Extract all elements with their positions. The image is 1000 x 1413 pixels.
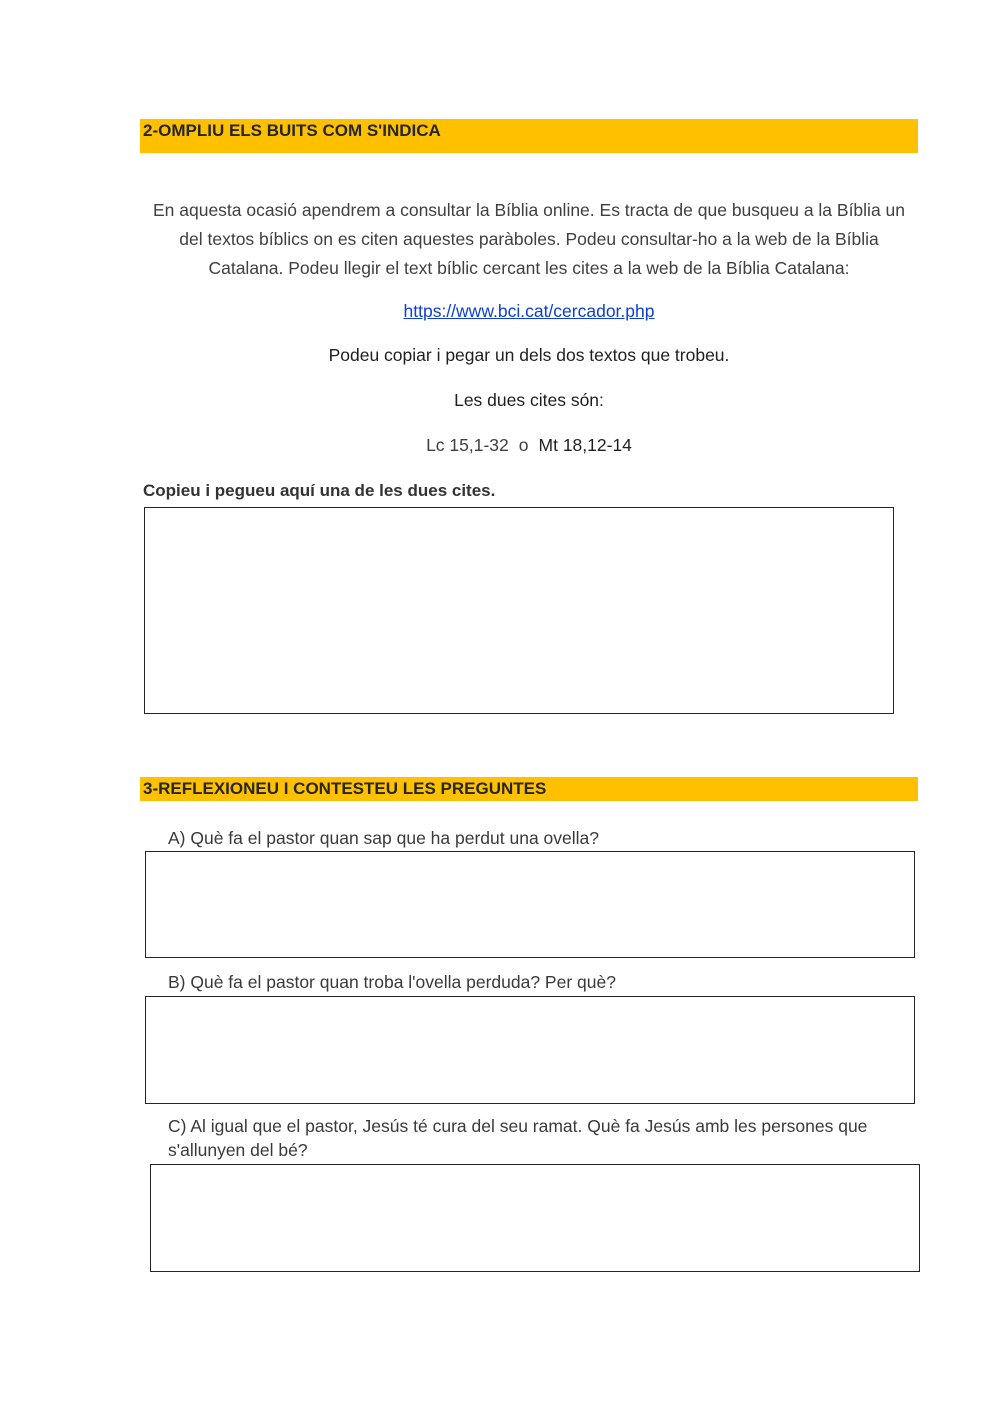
answer-box-b[interactable] <box>145 996 915 1104</box>
cite-matthew: Mt 18,12-14 <box>538 435 632 455</box>
bible-search-link[interactable]: https://www.bci.cat/cercador.php <box>403 301 655 321</box>
question-c: C) Al igual que el pastor, Jesús té cura del seu ramat. Què fa Jesús amb les persones que s'allunyen del bé? <box>168 1116 868 1160</box>
question-b: B) Què fa el pastor quan troba l'ovella perduda? Per què? <box>168 972 616 992</box>
cite-separator: o <box>518 435 529 455</box>
section-2-heading: 2-OMPLIU ELS BUITS COM S'INDICA <box>140 119 918 153</box>
cite-answer-box[interactable] <box>144 507 894 714</box>
paste-instruction: Copieu i pegueu aquí una de les dues cites. <box>143 481 496 500</box>
cites-label: Les dues cites són: <box>454 390 604 410</box>
cites-line <box>140 433 918 457</box>
answer-box-c[interactable] <box>150 1164 920 1272</box>
link-line <box>140 299 918 323</box>
section-3-heading: 3-REFLEXIONEU I CONTESTEU LES PREGUNTES <box>140 777 918 801</box>
answer-box-a[interactable] <box>145 851 915 958</box>
intro-paragraph: En aquesta ocasió apendrem a consultar la Bíblia online. Es tracta de que busqueu a la Bíblia un del textos bíblics on es citen aquestes paràboles. Podeu consultar-ho a la web de la Bíblia Catalana. Podeu llegir el text bíblic cercant les cites a la web de la Bíblia Catalana: <box>152 200 906 278</box>
copy-instruction: Podeu copiar i pegar un dels dos textos que trobeu. <box>328 345 730 365</box>
question-a: A) Què fa el pastor quan sap que ha perdut una ovella? <box>168 828 599 848</box>
cite-luke: Lc 15,1-32 <box>426 435 509 455</box>
